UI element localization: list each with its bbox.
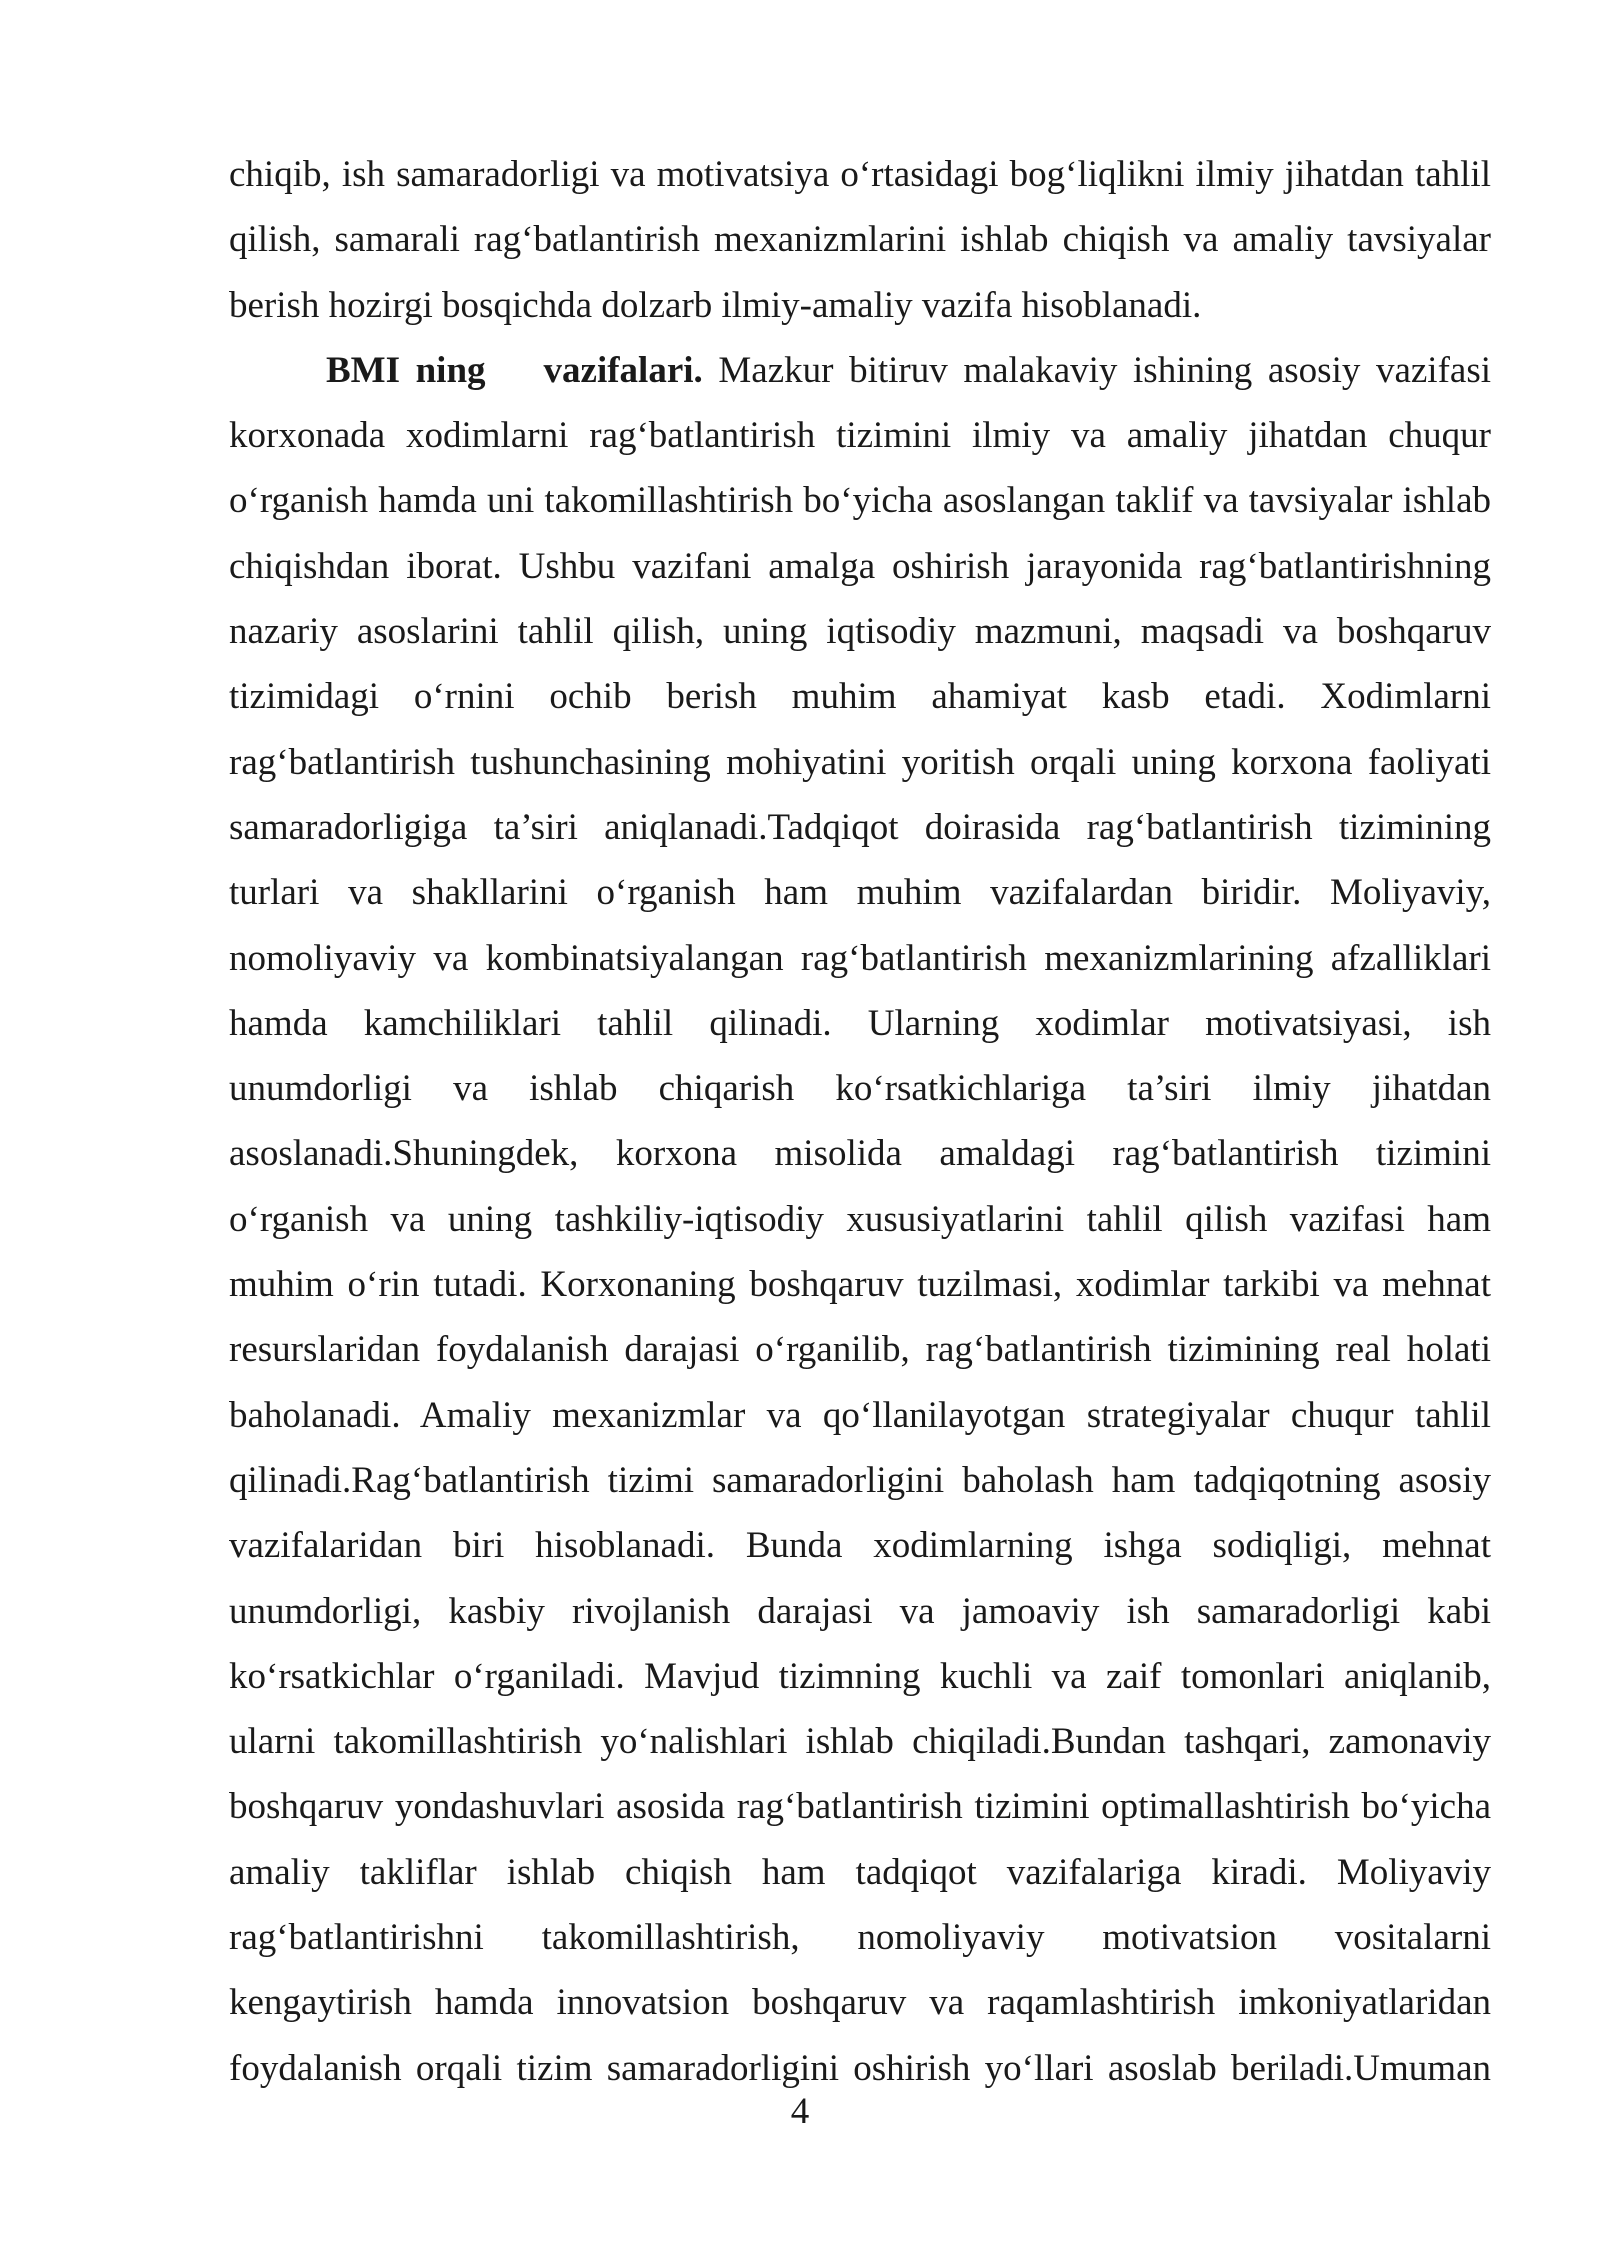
text-line: chiqib, ish samaradorligi va motivatsiya o‘rtasidagi bog‘liqlikni ilmiy jihatdan tahlil [229,154,1491,195]
text-line: hamda kamchiliklari tahlil qilinadi. Ularning xodimlar motivatsiyasi, ish [229,1002,1491,1044]
text-line: resurslaridan foydalanish darajasi o‘rganilib, rag‘batlantirish tizimining real holati [229,1329,1491,1371]
body-text [229,142,1491,2101]
text-line: rag‘batlantirish tushunchasining mohiyatini yoritish orqali uning korxona faoliyati [229,741,1491,783]
text-line: samaradorligiga ta’siri aniqlanadi.Tadqiqot doirasida rag‘batlantirish tizimining [229,806,1491,848]
text-line: nazariy asoslarini tahlil qilish, uning iqtisodiy mazmuni, maqsadi va boshqaruv [229,611,1491,653]
text-line: vazifalaridan biri hisoblanadi. Bunda xodimlarning ishga sodiqligi, mehnat [229,1525,1491,1567]
text-line: asoslanadi.Shuningdek, korxona misolida amaldagi rag‘batlantirish tizimini [229,1133,1491,1175]
text-line: qilish, samarali rag‘batlantirish mexanizmlarini ishlab chiqish va amaliy tavsiyalar [229,219,1491,261]
text-line: unumdorligi, kasbiy rivojlanish darajasi va jamoaviy ish samaradorligi kabi [229,1590,1491,1632]
section-heading-line [229,338,1491,403]
text-line: o‘rganish hamda uni takomillashtirish bo‘yicha asoslangan taklif va tavsiyalar ishlab [229,480,1491,522]
text-line: chiqishdan iborat. Ushbu vazifani amalga oshirish jarayonida rag‘batlantirishning [229,545,1491,587]
text-line: korxonada xodimlarni rag‘batlantirish tizimini ilmiy va amaliy jihatdan chuqur [229,415,1491,457]
text-line: ularni takomillashtirish yo‘nalishlari ishlab chiqiladi.Bundan tashqari, zamonaviy [229,1721,1491,1763]
section-heading-part-2: vazifalari. [543,349,703,391]
text-line: muhim o‘rin tutadi. Korxonaning boshqaruv tuzilmasi, xodimlar tarkibi va mehnat [229,1264,1491,1306]
text-line: amaliy takliflar ishlab chiqish ham tadqiqot vazifalariga kiradi. Moliyaviy [229,1851,1491,1893]
text-line: berish hozirgi bosqichda dolzarb ilmiy-amaliy vazifa hisoblanadi. [229,284,1202,326]
text-line: o‘rganish va uning tashkiliy-iqtisodiy xususiyatlarini tahlil qilish vazifasi ham [229,1198,1491,1240]
text-line: qilinadi.Rag‘batlantirish tizimi samaradorligini baholash ham tadqiqotning asosiy [229,1459,1491,1501]
page-number: 4 [790,2091,810,2132]
text-line: turlari va shakllarini o‘rganish ham muhim vazifalardan biridir. Moliyaviy, [229,872,1491,914]
text-line: nomoliyaviy va kombinatsiyalangan rag‘batlantirish mexanizmlarining afzalliklari [229,937,1491,979]
section-heading-part-1: BMI ning [326,349,486,391]
text-line: ko‘rsatkichlar o‘rganiladi. Mavjud tizimning kuchli va zaif tomonlari aniqlanib, [229,1655,1491,1697]
text-line: baholanadi. Amaliy mexanizmlar va qo‘llanilayotgan strategiyalar chuqur tahlil [229,1394,1491,1436]
text-line: unumdorligi va ishlab chiqarish ko‘rsatkichlariga ta’siri ilmiy jihatdan [229,1068,1491,1110]
text-line: rag‘batlantirishni takomillashtirish, nomoliyaviy motivatsion vositalarni [229,1917,1491,1959]
text-line: kengaytirish hamda innovatsion boshqaruv va raqamlashtirish imkoniyatlaridan [229,1982,1491,2024]
text-line: foydalanish orqali tizim samaradorligini oshirish yo‘llari asoslab beriladi.Umuman [229,2047,1491,2089]
text-line: tizimidagi o‘rnini ochib berish muhim ahamiyat kasb etadi. Xodimlarni [229,676,1491,718]
heading-line-text: Mazkur bitiruv malakaviy ishining asosiy vazifasi [718,349,1492,391]
text-line: boshqaruv yondashuvlari asosida rag‘batlantirish tizimini optimallashtirish bo‘yicha [229,1786,1491,1828]
